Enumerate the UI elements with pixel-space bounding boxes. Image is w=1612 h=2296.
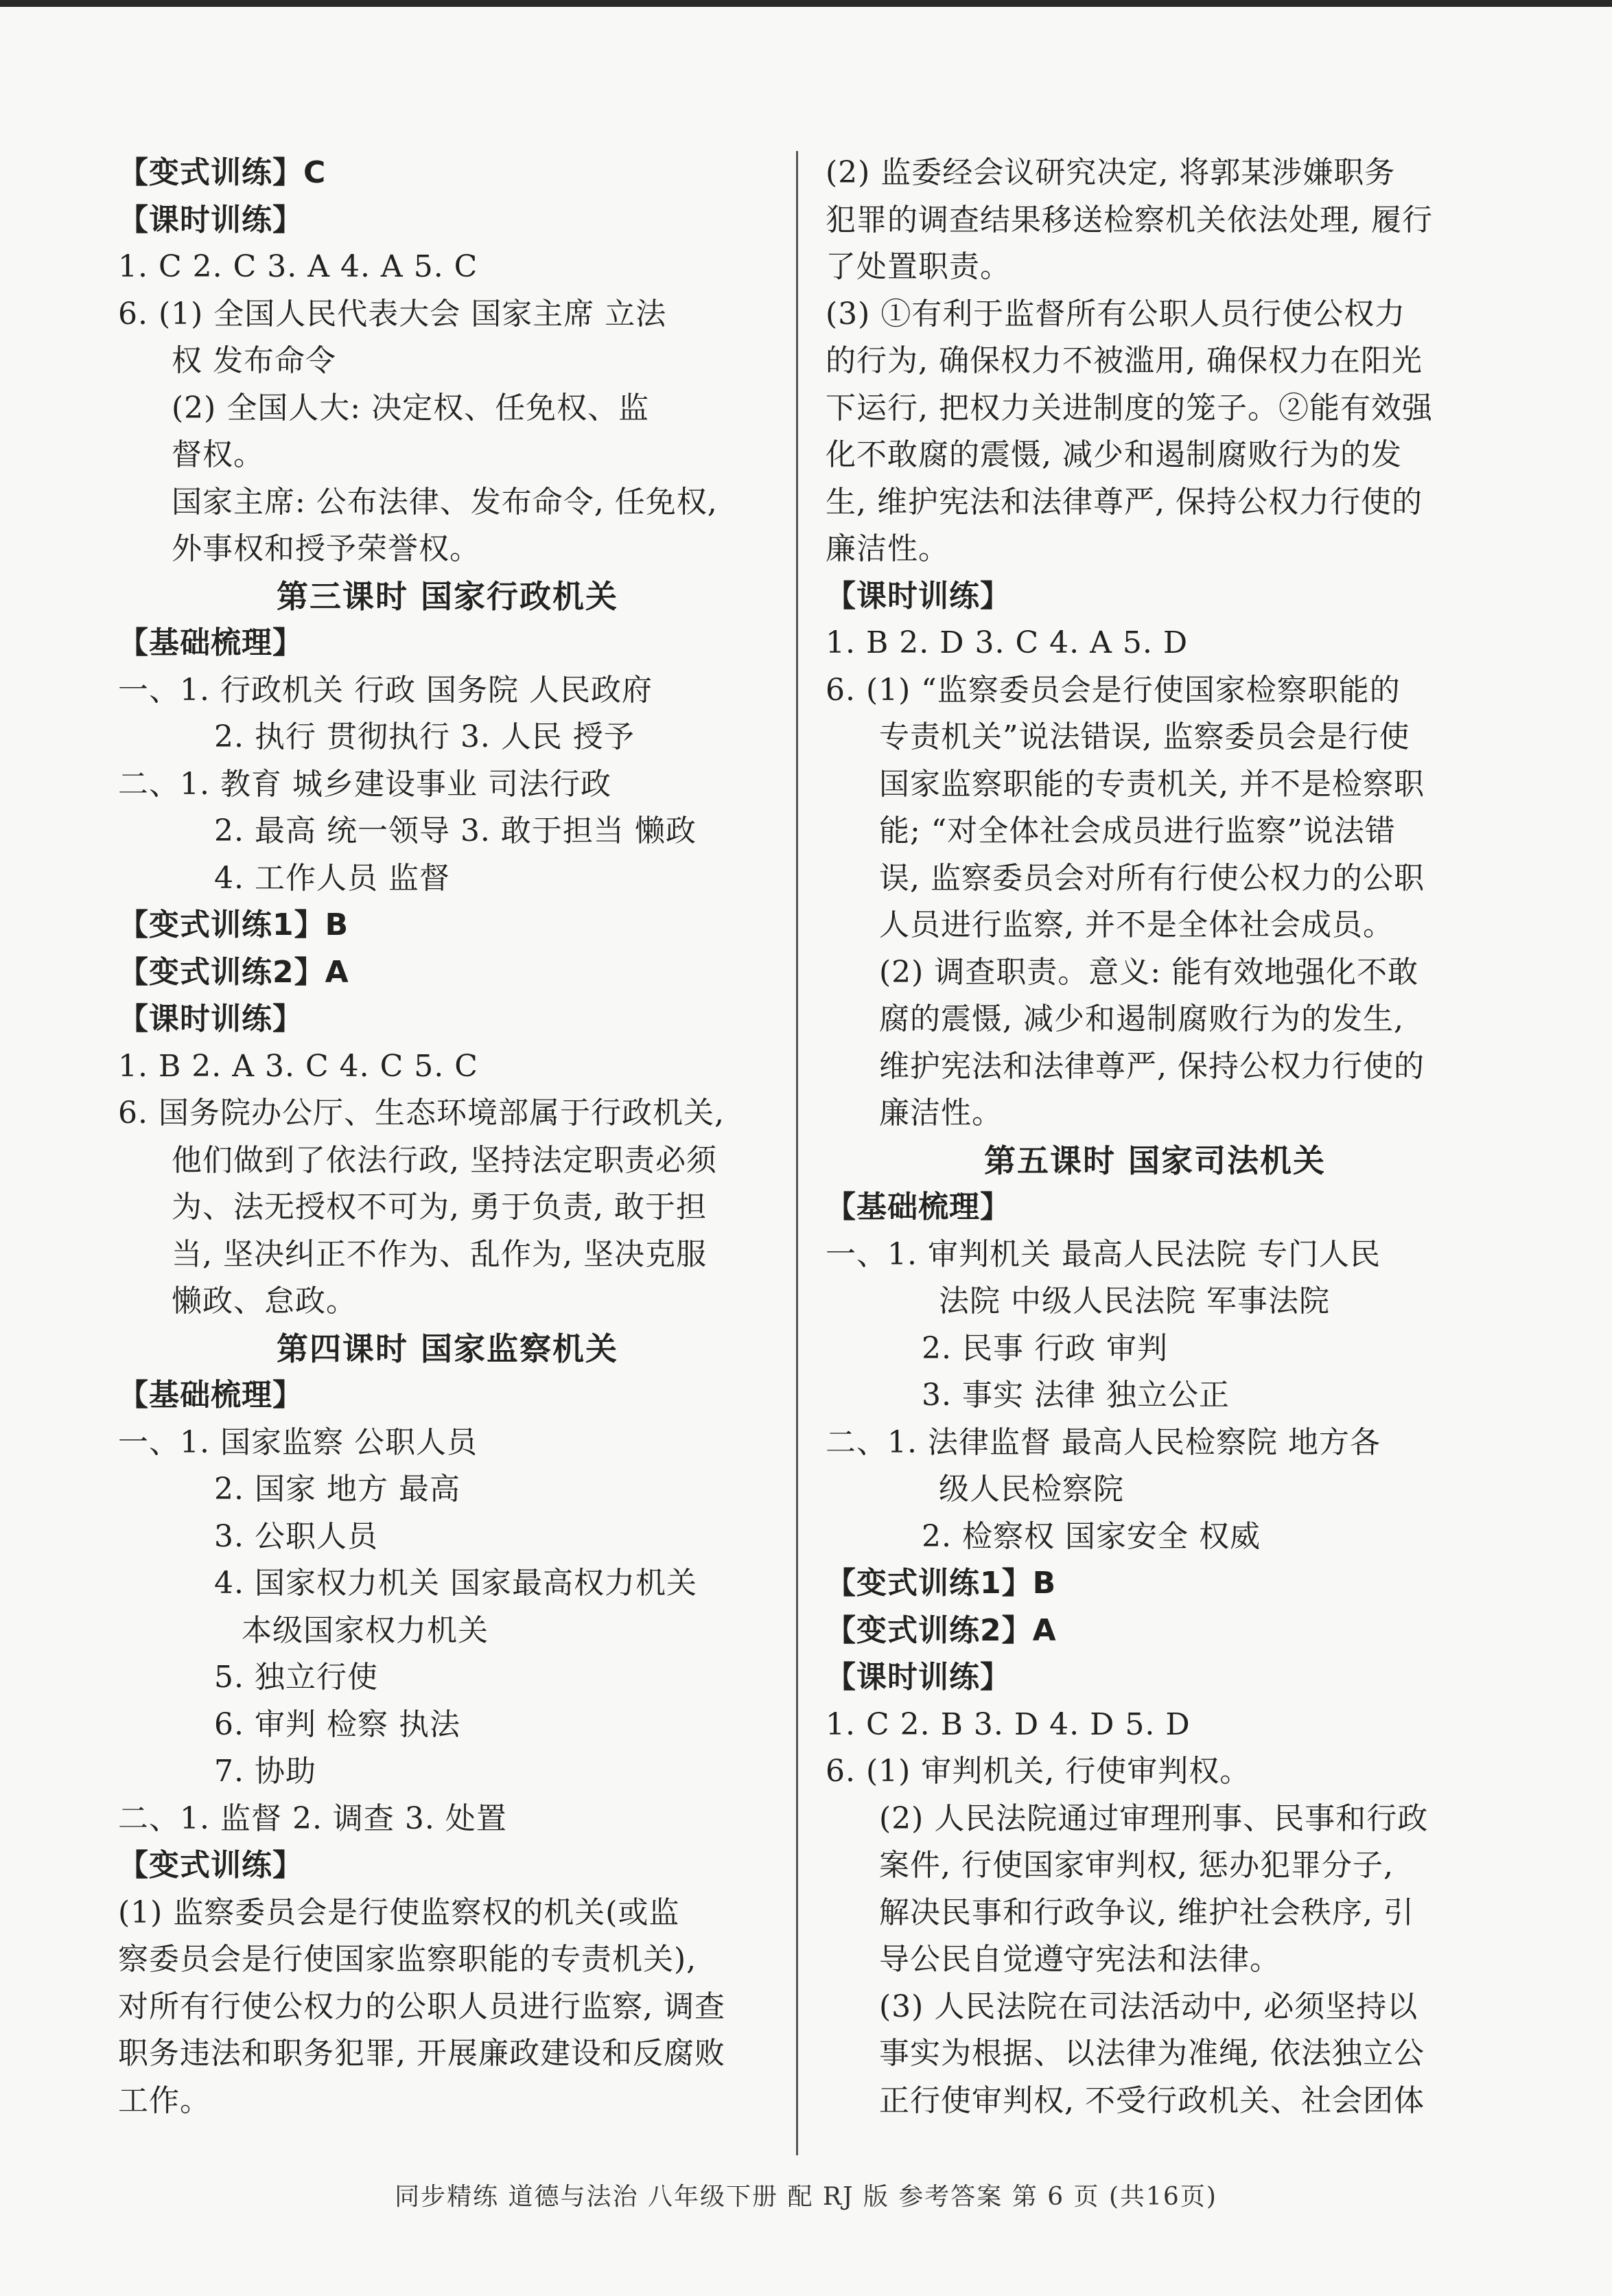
answer-line: 国家主席: 公布法律、发布命令, 任免权, bbox=[172, 484, 718, 520]
answer-line: 1. C 2. C 3. A 4. A 5. C bbox=[118, 249, 478, 284]
answer-line: 导公民自觉遵守宪法和法律。 bbox=[879, 1942, 1281, 1977]
answer-label: 【基础梳理】 bbox=[826, 1190, 1011, 1225]
answer-line: 2. 最高 统一领导 3. 敢于担当 懒政 bbox=[214, 813, 697, 848]
answer-line: 腐的震慑, 减少和遏制腐败行为的发生, bbox=[879, 1001, 1404, 1036]
left-column bbox=[118, 150, 777, 2124]
answer-line: 5. 独立行使 bbox=[214, 1660, 378, 1695]
answer-line: 专责机关”说法错误, 监察委员会是行使 bbox=[879, 719, 1410, 754]
answer-line: 察委员会是行使国家监察职能的专责机关), bbox=[118, 1942, 697, 1977]
column-divider bbox=[796, 151, 798, 2155]
answer-line: 一、1. 行政机关 行政 国务院 人民政府 bbox=[118, 672, 653, 708]
page-footer: 同步精练 道德与法治 八年级下册 配 RJ 版 参考答案 第 6 页 (共16页) bbox=[395, 2183, 1217, 2211]
answer-line: 懒政、怠政。 bbox=[172, 1284, 357, 1319]
answer-label: 【课时训练】 bbox=[826, 578, 1011, 614]
answer-label: 【基础梳理】 bbox=[118, 1378, 303, 1413]
answer-line: 督权。 bbox=[172, 437, 264, 472]
answer-line: 了处置职责。 bbox=[826, 249, 1011, 284]
answer-line: 外事权和授予荣誉权。 bbox=[172, 531, 480, 566]
answer-line: 犯罪的调查结果移送检察机关依法处理, 履行 bbox=[826, 202, 1433, 237]
answer-line: (3) ①有利于监督所有公职人员行使公权力 bbox=[826, 296, 1406, 332]
answer-line: 二、1. 监督 2. 调查 3. 处置 bbox=[118, 1800, 507, 1836]
answer-line: 6. 审判 检察 执法 bbox=[214, 1706, 460, 1742]
answer-line: 解决民事和行政争议, 维护社会秩序, 引 bbox=[879, 1894, 1414, 1930]
answer-line: 为、法无授权不可为, 勇于负责, 敢于担 bbox=[172, 1190, 707, 1225]
answer-line: 1. B 2. A 3. C 4. C 5. C bbox=[118, 1048, 478, 1084]
answer-line: 当, 坚决纠正不作为、乱作为, 坚决克服 bbox=[172, 1236, 707, 1272]
answer-label: 【变式训练】 bbox=[118, 1848, 303, 1883]
answer-line: 级人民检察院 bbox=[939, 1472, 1124, 1507]
answer-label: 【基础梳理】 bbox=[118, 625, 303, 660]
answer-line: 化不敢腐的震慑, 减少和遏制腐败行为的发 bbox=[826, 437, 1402, 472]
answer-line: 3. 事实 法律 独立公正 bbox=[922, 1378, 1230, 1413]
answer-line: 他们做到了依法行政, 坚持法定职责必须 bbox=[172, 1142, 717, 1178]
answer-line: 二、1. 法律监督 最高人民检察院 地方各 bbox=[826, 1424, 1381, 1460]
answer-line: 事实为根据、以法律为准绳, 依法独立公 bbox=[879, 2036, 1425, 2071]
answer-line: 3. 公职人员 bbox=[214, 1518, 378, 1554]
answer-line: 维护宪法和法律尊严, 保持公权力行使的 bbox=[879, 1048, 1425, 1084]
right-column bbox=[826, 150, 1484, 2124]
answer-line: 一、1. 审判机关 最高人民法院 专门人民 bbox=[826, 1236, 1381, 1272]
answer-line: 7. 协助 bbox=[214, 1754, 316, 1789]
answer-line: 的行为, 确保权力不被滥用, 确保权力在阳光 bbox=[826, 343, 1423, 378]
answer-line: 2. 执行 贯彻执行 3. 人民 授予 bbox=[214, 719, 635, 754]
answer-line: (1) 监察委员会是行使监察权的机关(或监 bbox=[118, 1894, 680, 1930]
answer-line: 误, 监察委员会对所有行使公权力的公职 bbox=[879, 860, 1425, 896]
answer-line: 6. (1) 全国人民代表大会 国家主席 立法 bbox=[118, 296, 667, 332]
top-rule bbox=[0, 0, 1612, 7]
answer-line: 6. (1) “监察委员会是行使国家检察职能的 bbox=[826, 672, 1401, 708]
section-heading: 第三课时 国家行政机关 bbox=[276, 577, 618, 615]
section-heading: 第五课时 国家司法机关 bbox=[983, 1141, 1326, 1179]
answer-line: 人员进行监察, 并不是全体社会成员。 bbox=[879, 907, 1394, 942]
answer-line: 6. (1) 审判机关, 行使审判权。 bbox=[826, 1754, 1251, 1789]
answer-label: 【课时训练】 bbox=[118, 202, 303, 237]
answer-label: 【课时训练】 bbox=[826, 1660, 1011, 1695]
answer-line: 1. C 2. B 3. D 4. D 5. D bbox=[826, 1706, 1191, 1742]
answer-label: 【变式训练2】A bbox=[826, 1612, 1057, 1648]
answer-line: 职务违法和职务犯罪, 开展廉政建设和反腐败 bbox=[118, 2036, 725, 2071]
answer-line: 廉洁性。 bbox=[879, 1095, 1003, 1130]
answer-line: 1. B 2. D 3. C 4. A 5. D bbox=[826, 625, 1189, 660]
answer-line: (2) 全国人大: 决定权、任免权、监 bbox=[172, 390, 650, 426]
answer-line: 能; “对全体社会成员进行监察”说法错 bbox=[879, 813, 1396, 848]
answer-line: 2. 检察权 国家安全 权威 bbox=[922, 1518, 1261, 1554]
answer-line: 权 发布命令 bbox=[172, 343, 336, 378]
answer-line: 廉洁性。 bbox=[826, 531, 949, 566]
answer-line: 2. 国家 地方 最高 bbox=[214, 1472, 460, 1507]
answer-line: 正行使审判权, 不受行政机关、社会团体 bbox=[879, 2083, 1425, 2118]
answer-line: 一、1. 国家监察 公职人员 bbox=[118, 1424, 478, 1460]
answer-line: 4. 工作人员 监督 bbox=[214, 860, 450, 896]
answer-line: 国家监察职能的专责机关, 并不是检察职 bbox=[879, 766, 1425, 802]
answer-line: 案件, 行使国家审判权, 惩办犯罪分子, bbox=[879, 1848, 1394, 1883]
answer-line: 4. 国家权力机关 国家最高权力机关 bbox=[214, 1566, 697, 1601]
answer-line: 工作。 bbox=[118, 2083, 211, 2118]
answer-line: 6. 国务院办公厅、生态环境部属于行政机关, bbox=[118, 1095, 725, 1130]
section-heading: 第四课时 国家监察机关 bbox=[276, 1330, 618, 1367]
answer-label: 【课时训练】 bbox=[118, 1001, 303, 1036]
answer-label: 【变式训练】C bbox=[118, 155, 327, 190]
answer-line: 生, 维护宪法和法律尊严, 保持公权力行使的 bbox=[826, 484, 1423, 520]
answer-line: 2. 民事 行政 审判 bbox=[922, 1330, 1168, 1366]
answer-line: 二、1. 教育 城乡建设事业 司法行政 bbox=[118, 766, 611, 802]
answer-label: 【变式训练2】A bbox=[118, 954, 349, 990]
answer-line: (2) 人民法院通过审理刑事、民事和行政 bbox=[879, 1800, 1429, 1836]
answer-line: 下运行, 把权力关进制度的笼子。②能有效强 bbox=[826, 390, 1433, 426]
answer-label: 【变式训练1】B bbox=[118, 907, 349, 942]
answer-line: 对所有行使公权力的公职人员进行监察, 调查 bbox=[118, 1988, 725, 2024]
answer-label: 【变式训练1】B bbox=[826, 1566, 1057, 1601]
answer-line: (2) 监委经会议研究决定, 将郭某涉嫌职务 bbox=[826, 155, 1396, 190]
answer-line: (3) 人民法院在司法活动中, 必须坚持以 bbox=[879, 1988, 1418, 2024]
answer-line: (2) 调查职责。意义: 能有效地强化不敢 bbox=[879, 954, 1419, 990]
answer-line: 本级国家权力机关 bbox=[242, 1612, 489, 1648]
answer-line: 法院 中级人民法院 军事法院 bbox=[939, 1284, 1330, 1319]
